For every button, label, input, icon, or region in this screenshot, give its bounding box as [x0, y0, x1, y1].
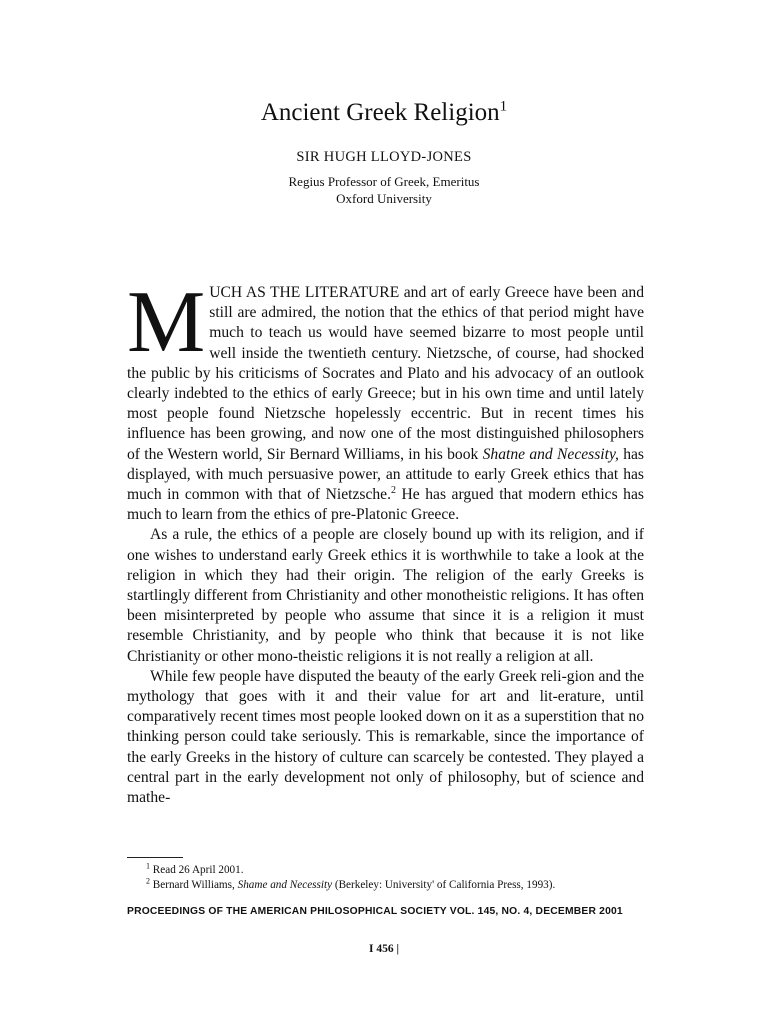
footnote-1-text: Read 26 April 2001. — [152, 864, 244, 876]
title-text: Ancient Greek Religion — [260, 99, 500, 126]
footnotes — [146, 863, 666, 893]
drop-cap: M — [127, 274, 206, 371]
lead-in-text: UCH AS THE LITERATURE — [209, 284, 400, 301]
book-title: Shatne and Necessity, — [482, 445, 619, 463]
title-footnote-marker: 1 — [499, 98, 508, 115]
footnote-2-book-title: Shame and Necessity — [237, 879, 333, 891]
paragraph-3: While few people have disputed the beauty of the early Greek reli-gion and the mythology that goes with it and their value for art and lit-erature, until comparatively recent times most people looked down on it as a superstition that no thinking person could take seriously. This is remarkable, since the importance of the early Greeks in the history of culture can scarcely be contested. They played a central part in the early development not only of philosophy, but of science and mathe- — [127, 667, 644, 807]
paragraph-1-text-b: has displayed, with much persuasive power, an attitude to early Greek ethics that has much in common with that of Nietzsche. — [127, 445, 644, 504]
paragraph-1 — [127, 274, 644, 525]
author-institution: Oxford University — [336, 191, 432, 206]
page-number: I 456 | — [368, 943, 399, 955]
footnote-1 — [146, 863, 666, 878]
paragraph-1-text-c: He has argued that modern ethics has much to learn from the ethics of pre-Platonic Greece. — [127, 486, 644, 524]
article-title — [0, 97, 768, 129]
author-name: SIR HUGH LLOYD-JONES — [296, 149, 472, 165]
footnote-2-number: 2 — [146, 876, 150, 886]
footnote-2 — [146, 878, 666, 893]
paragraph-2: As a rule, the ethics of a people are closely bound up with its religion, and if one wishes to understand early Greek ethics it is worthwhile to take a look at the religion in which they had their origin. The religion of the early Greeks is startlingly different from Christianity and other monotheistic religions. It has often been misinterpreted by people who assume that since it is a religion it must resemble Christianity, and by people who think that because it is not like Christianity or other mono-theistic religions it is not really a religion at all. — [127, 526, 644, 665]
footnote-separator — [127, 857, 183, 858]
article-body — [127, 274, 644, 808]
author-title: Regius Professor of Greek, Emeritus — [288, 174, 480, 189]
footnote-1-number: 1 — [146, 861, 150, 871]
paragraph-1-text-a: and art of early Greece have been and still are admired, the notion that the ethics of that period might have much to teach us would have seemed bizarre to most people until well inside the twentieth century. Nietzsche, of course, had shocked the public by his criticisms of Socrates and Plato and his advocacy of an outlook clearly indebted to the ethics of early Greece; but in his own time and until lately most people found Nietzsche hopelessly eccentric. But in recent times his influence has been growing, and now one of the most distinguished philosophers of the Western world, Sir Bernard Williams, in his book — [127, 284, 644, 463]
footnote-2-text-a: Bernard Williams, — [152, 879, 238, 891]
footnote-2-marker: 2 — [390, 484, 396, 496]
journal-citation: PROCEEDINGS OF THE AMERICAN PHILOSOPHICAL SOCIETY VOL. 145, NO. 4, DECEMBER 2001 — [127, 906, 623, 917]
footnote-2-text-b: (Berkeley: University' of California Press, 1993). — [332, 879, 556, 891]
